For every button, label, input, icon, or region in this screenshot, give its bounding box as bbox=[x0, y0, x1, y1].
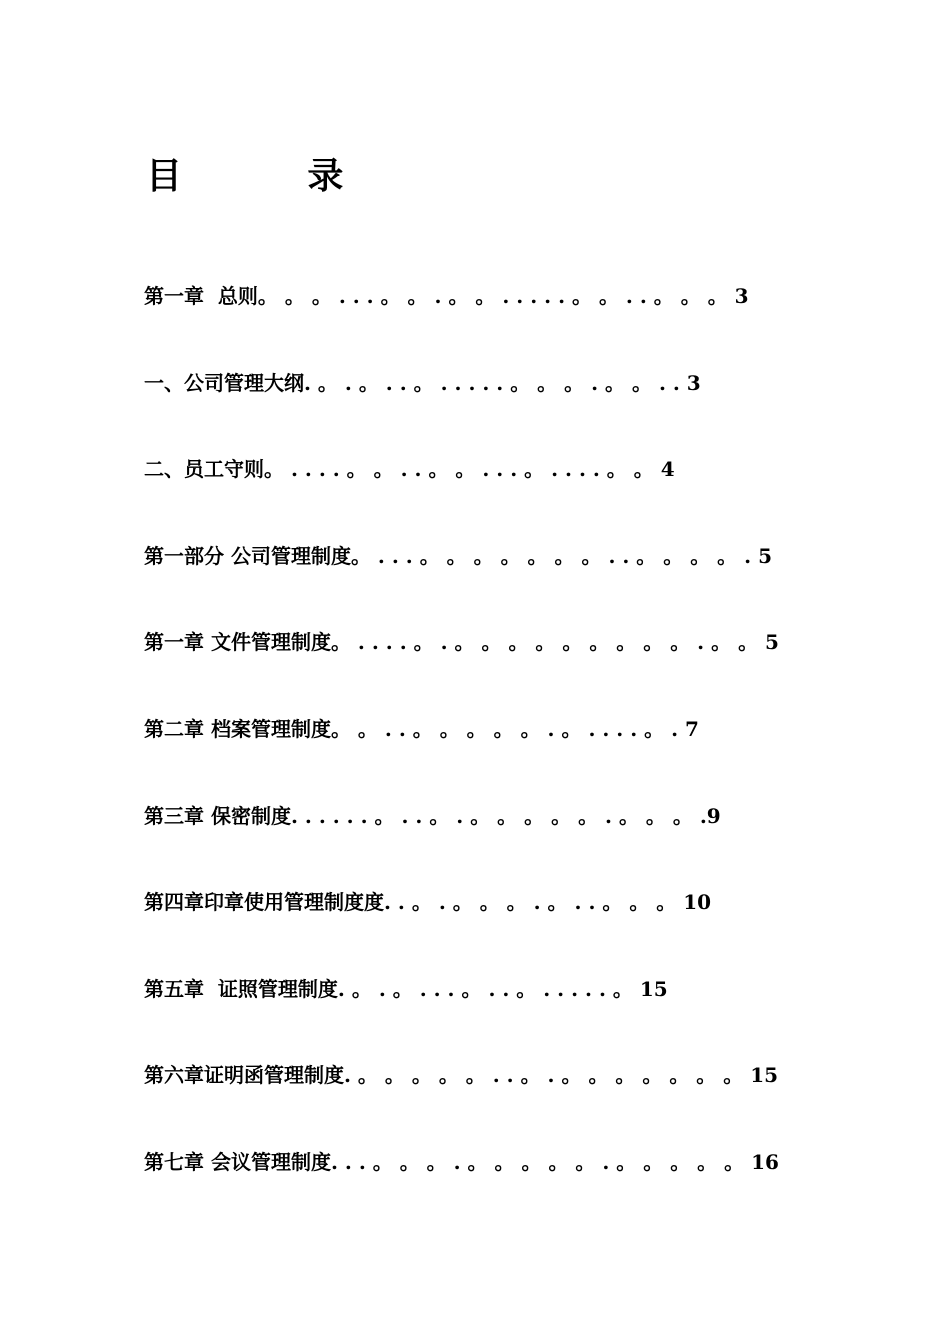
toc-entry-text: 二、员工守则。 . . . . 。 。 . . 。 。 . . . 。 . . . . 。 。 4 bbox=[144, 457, 675, 482]
toc-entry[interactable] bbox=[144, 626, 864, 713]
toc-list bbox=[144, 280, 864, 1233]
toc-entry[interactable] bbox=[144, 800, 864, 887]
toc-entry[interactable] bbox=[144, 886, 864, 973]
toc-entry-text: 第六章证明函管理制度. 。 。 。 。 。 . . 。 . 。 。 。 。 。 。 。 15 bbox=[144, 1063, 779, 1088]
toc-entry[interactable] bbox=[144, 973, 864, 1060]
toc-entry[interactable] bbox=[144, 713, 864, 800]
toc-entry-text: 第四章印章使用管理制度度. . 。 . 。 。 。 . 。 . . 。 。 。 10 bbox=[144, 890, 712, 915]
toc-entry[interactable] bbox=[144, 1059, 864, 1146]
toc-entry-text: 第七章 会议管理制度. . . 。 。 。 . 。 。 。 。 。 . 。 。 。 。 。 16 bbox=[144, 1149, 779, 1174]
toc-entry[interactable] bbox=[144, 1146, 864, 1233]
toc-entry-text: 第五章 证照管理制度. 。 . 。 . . . 。 . . 。 . . . . . 。 15 bbox=[144, 976, 668, 1001]
toc-entry[interactable] bbox=[144, 453, 864, 540]
toc-entry-text: 第一章 文件管理制度。 . . . . 。 . 。 。 。 。 。 。 。 。 。 . 。 。 5 bbox=[144, 630, 779, 655]
toc-entry[interactable] bbox=[144, 280, 864, 367]
toc-entry-text: 第二章 档案管理制度。 。 . . 。 。 。 。 。 . 。 . . . . 。 . 7 bbox=[144, 716, 699, 741]
toc-entry[interactable] bbox=[144, 367, 864, 454]
toc-entry-text: 第一部分 公司管理制度。 . . . 。 。 。 。 。 。 。 . . 。 。 。 。 . 5 bbox=[144, 543, 772, 568]
toc-entry-text: 第三章 保密制度. . . . . . 。 . . 。 . 。 。 。 。 。 . 。 。 。 .9 bbox=[144, 803, 721, 828]
toc-entry-text: 一、公司管理大纲. 。 . 。 . . 。 . . . . . 。 。 。 . 。 。 . . 3 bbox=[144, 370, 701, 395]
toc-entry[interactable] bbox=[144, 540, 864, 627]
toc-entry-text: 第一章 总则。 。 。 . . . 。 。 . 。 。 . . . . . 。 。 . . 。 。 。 3 bbox=[144, 284, 749, 308]
toc-title: 目 录 bbox=[146, 155, 344, 197]
